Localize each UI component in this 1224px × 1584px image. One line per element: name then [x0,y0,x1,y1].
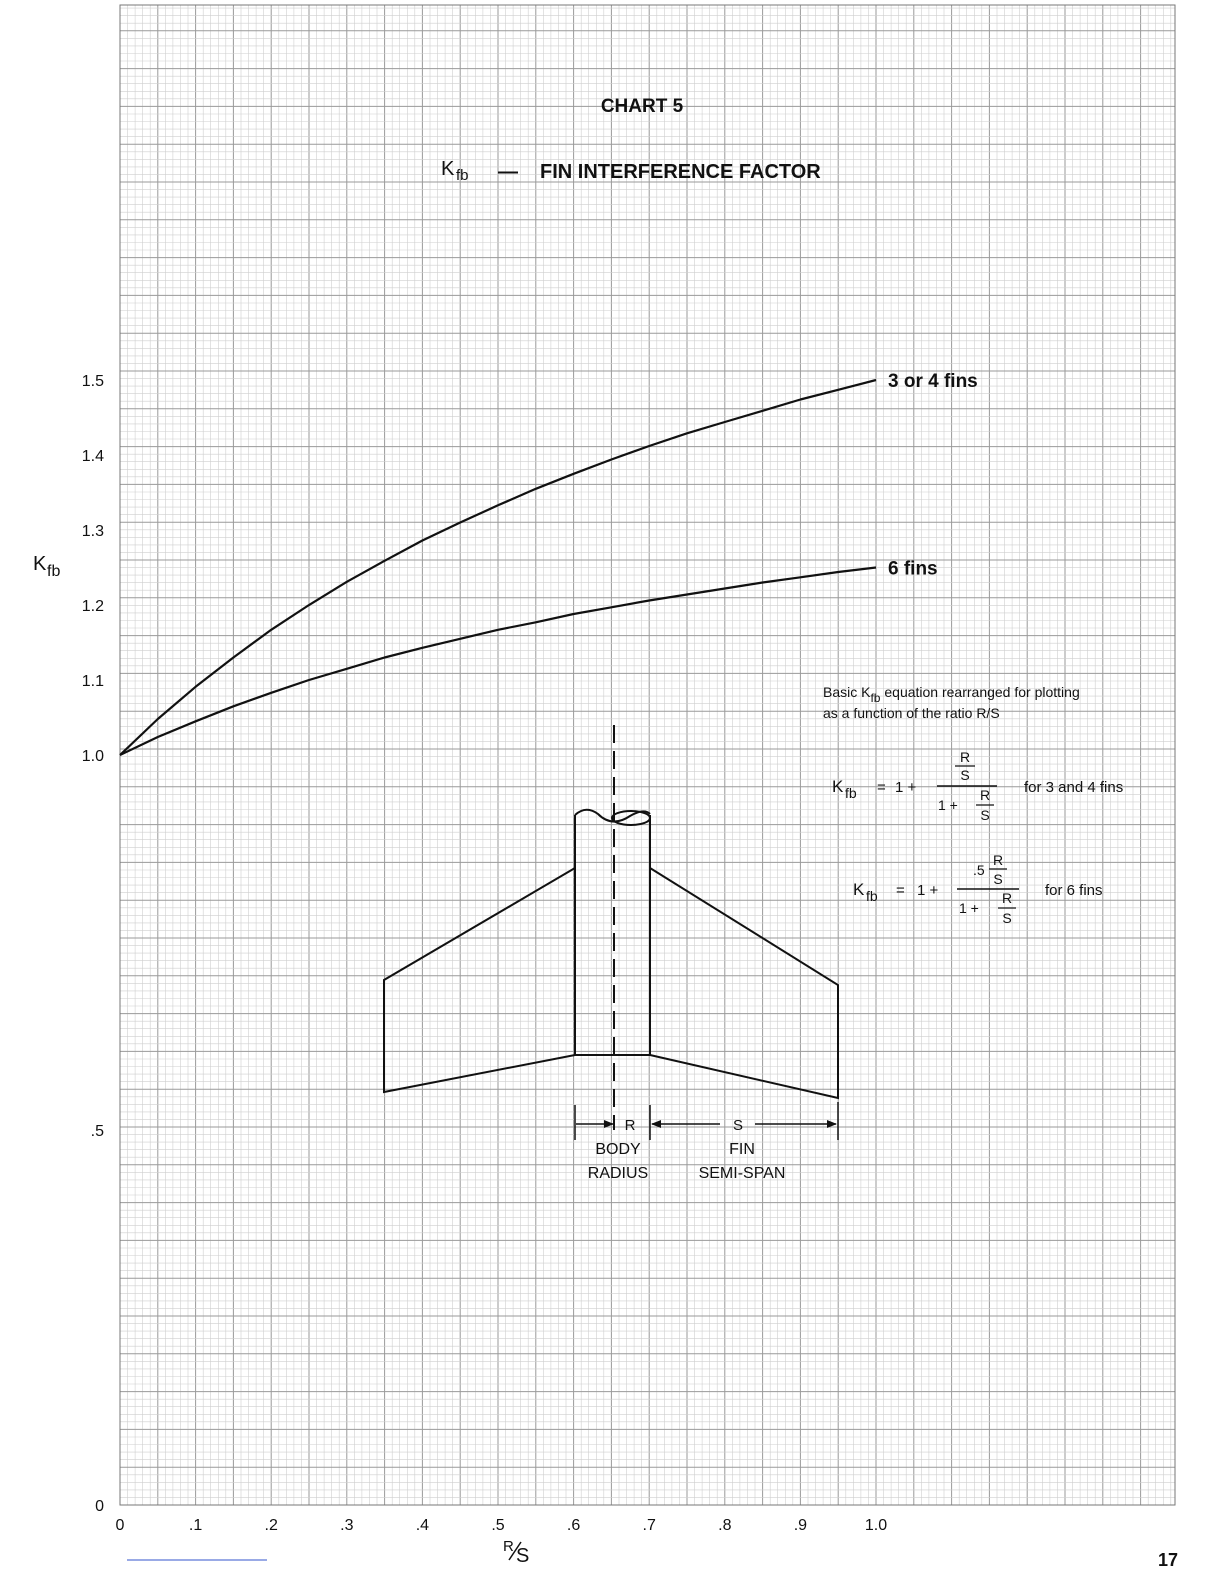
eq2-num-coef: .5 [973,862,985,878]
y-tick-label: 1.0 [81,748,104,765]
eq1-one-plus: 1 + [895,779,917,796]
y-tick-label: 1.2 [81,598,104,615]
y-axis-label [33,553,60,580]
eq1-den-r: R [979,787,991,803]
eq2-lhs: K [853,880,865,899]
equation-intro-line1: Basic Kfb equation rearranged for plotting [823,684,1080,705]
right-fin [650,868,838,1098]
y-tick-label: 1.1 [81,673,104,690]
x-tick-label: .5 [491,1517,505,1534]
chart-title: CHART 5 [600,96,684,117]
chart-subtitle [441,158,821,184]
eq2-note: for 6 fins [1045,882,1103,899]
body-radius-label-2: RADIUS [587,1165,649,1182]
eq2-lhs-sub: fb [866,888,878,904]
eq2-equals: = [896,882,905,899]
r-label: R [624,1117,636,1134]
eq1-lhs-sub: fb [845,785,857,801]
eq1-note: for 3 and 4 fins [1024,779,1124,796]
series-label: 3 or 4 fins [888,371,978,392]
x-tick-label: .2 [264,1517,278,1534]
grid [120,5,1175,1505]
eq1-num-r: R [959,749,971,765]
s-label: S [732,1117,744,1134]
eq1-lhs: K [832,777,844,796]
equation-block [823,684,1123,926]
x-axis-label-bottom: S [516,1545,530,1567]
left-fin [384,868,575,1092]
body-radius-label-1: BODY [595,1141,641,1158]
x-tick-label: .7 [642,1517,656,1534]
subtitle-text: FIN INTERFERENCE FACTOR [540,161,821,183]
x-tick-label: .6 [566,1517,581,1534]
x-tick-label: .3 [340,1517,354,1534]
fin-semi-span-label-1: FIN [729,1141,755,1158]
x-tick-label: 0 [115,1517,125,1534]
y-tick-label: 1.4 [81,448,104,465]
eq2-den-r: R [1001,890,1013,906]
series-label: 6 fins [888,558,938,580]
eq2-one-plus: 1 + [917,882,939,899]
eq2-den-one-plus: 1 + [959,900,979,916]
y-axis-label-main: K [33,553,47,575]
eq2-num-s: S [993,871,1003,887]
axes [82,373,887,1534]
subtitle-symbol-sub: fb [456,167,469,184]
eq1-equals: = [877,779,886,796]
y-tick-label: 0 [95,1498,104,1515]
eq1-den-one-plus: 1 + [938,797,958,813]
eq2-den-s: S [1002,910,1012,926]
y-tick-label: 1.3 [81,523,104,540]
y-tick-label: .5 [90,1123,104,1140]
x-tick-label: .4 [415,1517,430,1534]
body-break-ellipse [612,811,650,825]
fin-semi-span-label-2: SEMI-SPAN [698,1165,786,1182]
x-tick-label: .8 [718,1517,732,1534]
x-tick-label: .1 [188,1517,203,1534]
y-tick-label: 1.5 [81,373,104,390]
eq1-num-s: S [960,767,970,783]
eq2-num-r: R [992,852,1004,868]
subtitle-dash: — [498,161,518,183]
y-axis-label-sub: fb [47,563,61,580]
x-tick-label: 1.0 [864,1517,888,1534]
equation-intro-line2: as a function of the ratio R/S [823,705,1000,721]
x-axis-label-top: R [503,1538,514,1555]
x-axis-label [503,1538,529,1567]
page-number: 17 [1157,1550,1178,1570]
subtitle-symbol: K [441,158,455,180]
eq1-den-s: S [980,807,990,823]
x-tick-label: .9 [793,1517,808,1534]
